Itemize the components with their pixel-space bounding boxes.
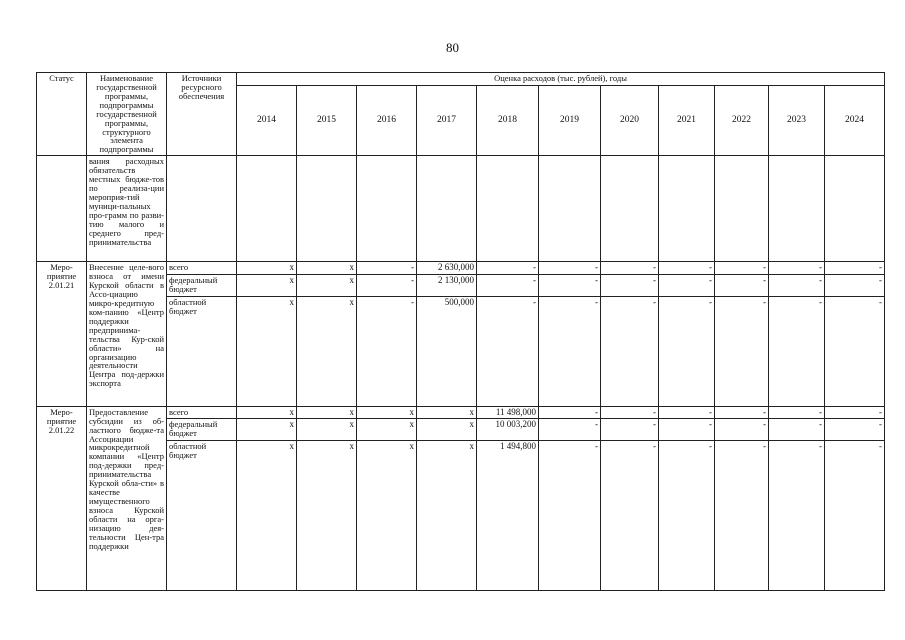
value-cell: 11 498,000 [477, 406, 539, 418]
value-cell: - [477, 274, 539, 296]
value-cell: x [237, 406, 297, 418]
value-cell: - [769, 419, 825, 441]
value-cell: x [237, 441, 297, 591]
continuation-row [37, 156, 885, 262]
value-cell: - [769, 296, 825, 406]
value-cell: x [297, 262, 357, 274]
header-source: Источники ресурсного обеспечения [167, 73, 237, 156]
value-cell: - [659, 441, 715, 591]
value-cell: - [539, 441, 601, 591]
value-cell: - [659, 406, 715, 418]
value-cell: - [477, 296, 539, 406]
value-cell: - [659, 419, 715, 441]
year-header: 2019 [539, 85, 601, 155]
table-row [37, 406, 885, 418]
value-cell: - [825, 262, 885, 274]
source-cell: областной бюджет [167, 441, 237, 591]
header-status: Статус [37, 73, 87, 156]
value-cell: - [769, 274, 825, 296]
value-cell: - [539, 296, 601, 406]
value-cell: - [601, 406, 659, 418]
measure-name: Внесение целе-вого взноса от имени Курской области в Ассо-циацию микро-кредитную ком-панию «Центр поддержки предпринима-тельства Кур-ской области» на организацию деятельности Центра под-держки экспорта [87, 262, 167, 406]
value-cell: - [825, 406, 885, 418]
header-costs: Оценка расходов (тыс. рублей), годы [237, 73, 885, 86]
value-cell: x [357, 406, 417, 418]
value-cell: 2 630,000 [417, 262, 477, 274]
value-cell: x [417, 419, 477, 441]
value-cell: x [417, 441, 477, 591]
source-cell: федеральный бюджет [167, 274, 237, 296]
value-cell: x [237, 274, 297, 296]
year-header: 2023 [769, 85, 825, 155]
value-cell: - [659, 274, 715, 296]
value-cell: 10 003,200 [477, 419, 539, 441]
source-cell: всего [167, 262, 237, 274]
measure-name: Предоставление субсидии из об-ластного бюдже-та Ассоциации микрокредитной компании «Центр под-держки пред-принимательства Курской обла-сти» в качестве имущественного взноса Курской области на орга-низацию дея-тельности Цен-тра поддержки [87, 406, 167, 590]
value-cell: - [357, 262, 417, 274]
year-header: 2017 [417, 85, 477, 155]
value-cell: - [539, 262, 601, 274]
value-cell: - [539, 274, 601, 296]
value-cell: - [601, 419, 659, 441]
value-cell: - [715, 296, 769, 406]
value-cell: x [297, 441, 357, 591]
value-cell: x [417, 406, 477, 418]
continuation-name: вания расходных обязательств местных бюдже-тов по реализа-ции мероприя-тий муници-пальных про-грамм по разви-тию малого и среднего пред-принимательства [87, 156, 167, 262]
value-cell: x [357, 441, 417, 591]
year-header: 2021 [659, 85, 715, 155]
value-cell: - [769, 441, 825, 591]
value-cell: - [715, 262, 769, 274]
table-row [37, 262, 885, 274]
source-cell: всего [167, 406, 237, 418]
value-cell: - [539, 419, 601, 441]
value-cell: 500,000 [417, 296, 477, 406]
value-cell: x [297, 406, 357, 418]
source-cell: федеральный бюджет [167, 419, 237, 441]
year-header: 2015 [297, 85, 357, 155]
year-header: 2022 [715, 85, 769, 155]
value-cell: - [825, 274, 885, 296]
value-cell: - [601, 262, 659, 274]
value-cell: x [297, 296, 357, 406]
value-cell: x [297, 274, 357, 296]
value-cell: - [659, 262, 715, 274]
year-header: 2018 [477, 85, 539, 155]
year-header: 2020 [601, 85, 659, 155]
value-cell: x [237, 296, 297, 406]
value-cell: x [237, 419, 297, 441]
value-cell: x [237, 262, 297, 274]
value-cell: 1 494,800 [477, 441, 539, 591]
value-cell: - [715, 406, 769, 418]
value-cell: x [357, 419, 417, 441]
measure-status: Меро-приятие 2.01.21 [37, 262, 87, 406]
value-cell: - [769, 406, 825, 418]
year-header: 2024 [825, 85, 885, 155]
year-header: 2014 [237, 85, 297, 155]
header-name: Наименование государственной программы, подпрограммы государственной программы, структурного элемента подпрограммы [87, 73, 167, 156]
value-cell: - [357, 296, 417, 406]
value-cell: - [539, 406, 601, 418]
value-cell: - [659, 296, 715, 406]
value-cell: - [601, 296, 659, 406]
value-cell: - [357, 274, 417, 296]
value-cell: - [601, 441, 659, 591]
value-cell: - [715, 441, 769, 591]
value-cell: - [715, 419, 769, 441]
value-cell: - [769, 262, 825, 274]
value-cell: - [825, 296, 885, 406]
source-cell: областной бюджет [167, 296, 237, 406]
value-cell: - [715, 274, 769, 296]
value-cell: x [297, 419, 357, 441]
value-cell: - [825, 419, 885, 441]
expense-table [36, 72, 885, 591]
value-cell: - [825, 441, 885, 591]
page-number: 80 [446, 40, 459, 55]
value-cell: - [477, 262, 539, 274]
value-cell: 2 130,000 [417, 274, 477, 296]
value-cell: - [601, 274, 659, 296]
measure-status: Меро-приятие 2.01.22 [37, 406, 87, 590]
year-header: 2016 [357, 85, 417, 155]
